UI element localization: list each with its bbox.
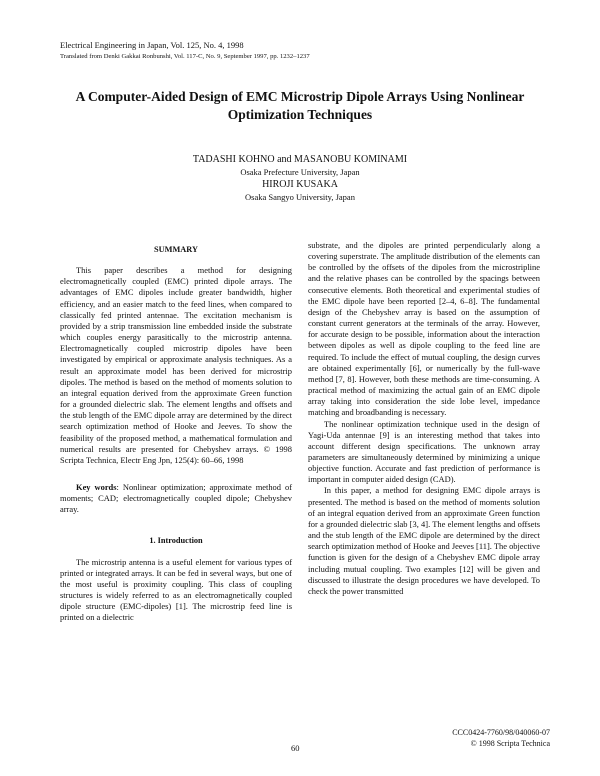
keywords-text: : Nonlinear optimization; approximate method of moments; CAD; electromagnetically coupled dipole; Chebyshev array. bbox=[60, 481, 292, 515]
affiliation-2: Osaka Sangyo University, Japan bbox=[245, 192, 355, 202]
summary-text: This paper describes a method for designing electromagnetically coupled (EMC) printed dipole arrays. The advantages of EMC dipoles include greater bandwidth, higher efficiency, and an easier match to the feed lines, when compared to classically fed printed antennae. The excitation mechanism is provided by a strip transmission line embedded inside the substrate which couples energy parasitically to the microstrip antenna. Electromagnetically coupled microstrip dipoles have been investigated by empirical or approximate analysis techniques. As a result an approximate model has been derived for microstrip dipoles. The method is based on the method of moments solution to an integral equation derived from the approximate Green function for a grounded dielectric slab. The element lengths and offsets and the stub length of the EMC dipole array are determined by the direct search optimization method of Hooke and Jeeves. To show the feasibility of the proposed method, a mathematical formulation and numerical results are presented for Chebyshev arrays. © 1998 Scripta Technica, Electr Eng Jpn, 125(4): 60–66, 1998 bbox=[60, 265, 292, 465]
body-paragraph-1: substrate, and the dipoles are printed perpendicularly along a covering superstrate. The amplitude distribution of the elements can be controlled by the offsets of the dipoles from the microstripline and the relative phases can be controlled by the spacings between consecutive elements. Both theoretical and experimental studies of the EMC dipole have been reported [2–4, 6–8]. The fundamental design of the Chebyshev array is based on the assumption of constant current generators at the terminals of the array. However, for accurate design to be possible, information about the interaction between dipoles as well as dipole coupling to the feed line are required. To include the effect of mutual coupling, the design curves are obtained experimentally [6], or numerically by the full-wave method [7, 8]. However, both these methods are time-consuming. A practical method of maximizing the actual gain of an EMC dipole array taking into consideration the side lobe level, impedance matching and broadbanding is necessary. bbox=[308, 240, 540, 418]
copyright-block bbox=[420, 727, 550, 749]
keywords bbox=[60, 482, 292, 515]
journal-citation: Electrical Engineering in Japan, Vol. 125, No. 4, 1998 bbox=[60, 40, 244, 50]
authors-group-2: HIROJI KUSAKA bbox=[262, 179, 338, 190]
keywords-label: Key words bbox=[76, 481, 117, 492]
left-column bbox=[60, 240, 292, 624]
body-paragraph-2: The nonlinear optimization technique used in the design of Yagi-Uda antennae [9] is an interesting method that takes into account different design specifications. The unknown array parameters are simultaneously determined by minimizing a unique objective function. Accurate and fast prediction of performance is important in computer aided design (CAD). bbox=[308, 418, 540, 485]
introduction-heading: 1. Introduction bbox=[149, 536, 203, 546]
affiliation-1: Osaka Prefecture University, Japan bbox=[240, 167, 360, 177]
article-code: CCC0424-7760/98/040060-07 bbox=[452, 728, 550, 737]
summary-heading: SUMMARY bbox=[154, 245, 198, 254]
introduction-text: The microstrip antenna is a useful element for various types of printed or integrated arrays. It can be fed in several ways, but one of the most useful is proximity coupling. This class of coupling structures is widely referred to as an electromagnetically coupled dipole structure (EMC-dipoles) [1]. The microstrip feed line is printed on a dielectric bbox=[60, 556, 292, 623]
paper-title: A Computer-Aided Design of EMC Microstrip Dipole Arrays Using Nonlinear Optimization Techniques bbox=[75, 89, 525, 122]
journal-header bbox=[60, 40, 310, 62]
copyright-notice: © 1998 Scripta Technica bbox=[470, 739, 550, 748]
author-block bbox=[40, 153, 560, 203]
body-paragraph-3: In this paper, a method for designing EMC dipole arrays is presented. The method is based on the method of moments solution of an integral equation derived from an approximate Green function for a grounded dielectric slab [3, 4]. The element lengths and offsets and the stub length of the EMC dipole are determined by the direct search optimization method of Hooke and Jeeves [11]. The objective function is given for the design of a Chebyshev EMC dipole array including mutual coupling. Two examples [12] will be given and discussed to illustrate the design procedures we have developed. To check the power transmitted bbox=[308, 485, 540, 596]
translation-note: Translated from Denki Gakkai Ronbunshi, Vol. 117-C, No. 9, September 1997, pp. 1232–1237 bbox=[60, 53, 310, 60]
title-block bbox=[40, 88, 560, 124]
authors-group-1: TADASHI KOHNO and MASANOBU KOMINAMI bbox=[192, 154, 408, 165]
right-column bbox=[308, 240, 540, 597]
page-number: 60 bbox=[291, 743, 300, 753]
